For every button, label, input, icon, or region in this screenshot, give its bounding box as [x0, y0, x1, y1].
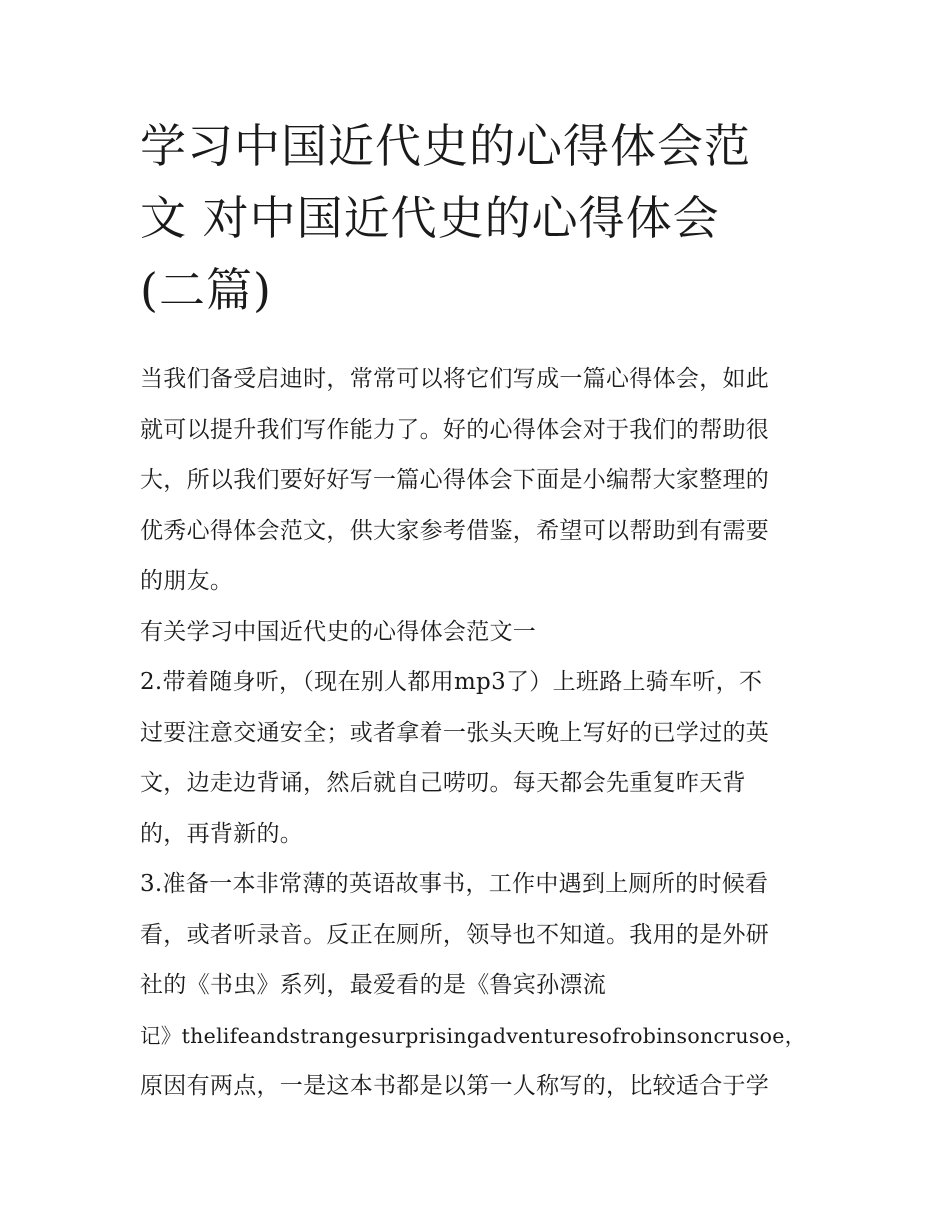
- tip-3-line: 看，或者听录音。反正在厕所，领导也不知道。我用的是外研: [140, 921, 770, 948]
- tip-2-line: 过要注意交通安全；或者拿着一张头天晚上写好的已学过的英: [140, 719, 770, 746]
- tip-3-line: 社的《书虫》系列，最爱看的是《鲁宾孙漂流: [140, 972, 606, 998]
- tip-3-line: 原因有两点，一是这本书都是以第一人称写的，比较适合于学: [140, 1073, 770, 1099]
- document-title: [140, 110, 820, 326]
- title-line: 文 对中国近代史的心得体会: [140, 191, 720, 245]
- tip-2-line: 2.带着随身听，（现在别人都用mp3了）上班路上骑车听，不: [140, 669, 763, 695]
- title-line: 学习中国近代史的心得体会范: [140, 119, 751, 173]
- intro-paragraph-line: 就可以提升我们写作能力了。好的心得体会对于我们的帮助很: [140, 416, 770, 443]
- tip-2-line: 的，再背新的。: [140, 820, 304, 847]
- title-line: (二篇): [140, 263, 272, 317]
- intro-paragraph-line: 优秀心得体会范文，供大家参考借鉴，希望可以帮助到有需要: [140, 517, 770, 544]
- document-body: [140, 354, 820, 1112]
- tip-3-line: 记》thelifeandstrangesurprisingadventuresofrobinsoncrusoe，: [140, 1023, 806, 1048]
- intro-paragraph-line: 当我们备受启迪时，常常可以将它们写成一篇心得体会，如此: [140, 366, 770, 392]
- intro-paragraph-line: 的朋友。: [140, 568, 234, 594]
- section-heading: 有关学习中国近代史的心得体会范文一: [140, 618, 537, 645]
- tip-3-line: 3.准备一本非常薄的英语故事书，工作中遇到上厕所的时候看: [140, 871, 769, 897]
- intro-paragraph-line: 大，所以我们要好好写一篇心得体会下面是小编帮大家整理的: [140, 467, 770, 493]
- tip-2-line: 文，边走边背诵，然后就自己唠叨。每天都会先重复昨天背: [140, 770, 746, 796]
